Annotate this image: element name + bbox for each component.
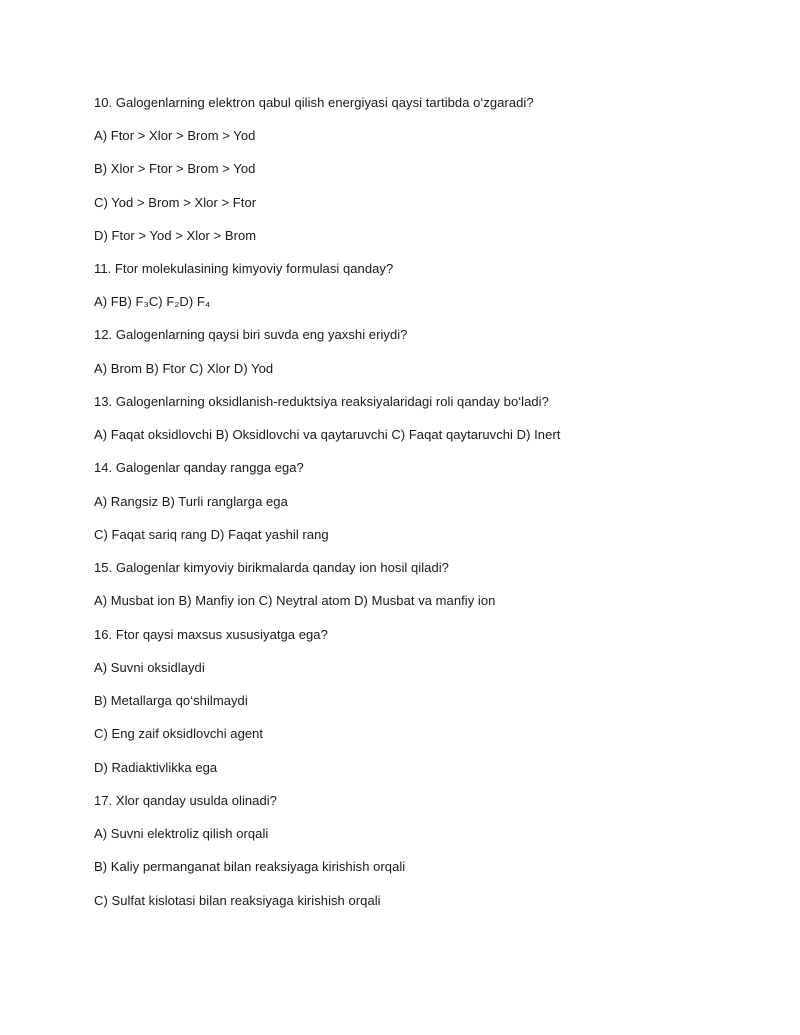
question-10-option-a: A) Ftor > Xlor > Brom > Yod [94,128,256,143]
question-11-options: A) FB) F₃C) F₂D) F₄ [94,294,211,309]
question-14-options-cd: C) Faqat sariq rang D) Faqat yashil rang [94,527,329,542]
question-16-option-c: C) Eng zaif oksidlovchi agent [94,726,264,741]
question-11: 11. Ftor molekulasining kimyoviy formulasi qanday? [94,261,394,276]
question-15: 15. Galogenlar kimyoviy birikmalarda qanday ion hosil qiladi? [94,560,449,575]
question-14-options-ab: A) Rangsiz B) Turli ranglarga ega [94,494,288,509]
question-16: 16. Ftor qaysi maxsus xususiyatga ega? [94,627,328,642]
question-16-option-a: A) Suvni oksidlaydi [94,660,205,675]
question-17-option-c: C) Sulfat kislotasi bilan reaksiyaga kirishish orqali [94,893,381,908]
question-10-option-d: D) Ftor > Yod > Xlor > Brom [94,228,257,243]
question-10: 10. Galogenlarning elektron qabul qilish energiyasi qaysi tartibda o‘zgaradi? [94,95,534,110]
question-16-option-b: B) Metallarga qo‘shilmaydi [94,693,248,708]
question-15-options: A) Musbat ion B) Manfiy ion C) Neytral atom D) Musbat va manfiy ion [94,593,496,608]
question-17: 17. Xlor qanday usulda olinadi? [94,793,277,808]
question-17-option-b: B) Kaliy permanganat bilan reaksiyaga kirishish orqali [94,859,406,874]
question-12: 12. Galogenlarning qaysi biri suvda eng yaxshi eriydi? [94,327,408,342]
question-13: 13. Galogenlarning oksidlanish-reduktsiya reaksiyalaridagi roli qanday bo‘ladi? [94,394,549,409]
question-16-option-d: D) Radiaktivlikka ega [94,760,218,775]
question-10-option-b: B) Xlor > Ftor > Brom > Yod [94,161,256,176]
question-13-options: A) Faqat oksidlovchi B) Oksidlovchi va qaytaruvchi C) Faqat qaytaruvchi D) Inert [94,427,561,442]
question-12-options: A) Brom B) Ftor C) Xlor D) Yod [94,361,274,376]
question-17-option-a: A) Suvni elektroliz qilish orqali [94,826,269,841]
question-14: 14. Galogenlar qanday rangga ega? [94,460,304,475]
question-10-option-c: C) Yod > Brom > Xlor > Ftor [94,195,257,210]
